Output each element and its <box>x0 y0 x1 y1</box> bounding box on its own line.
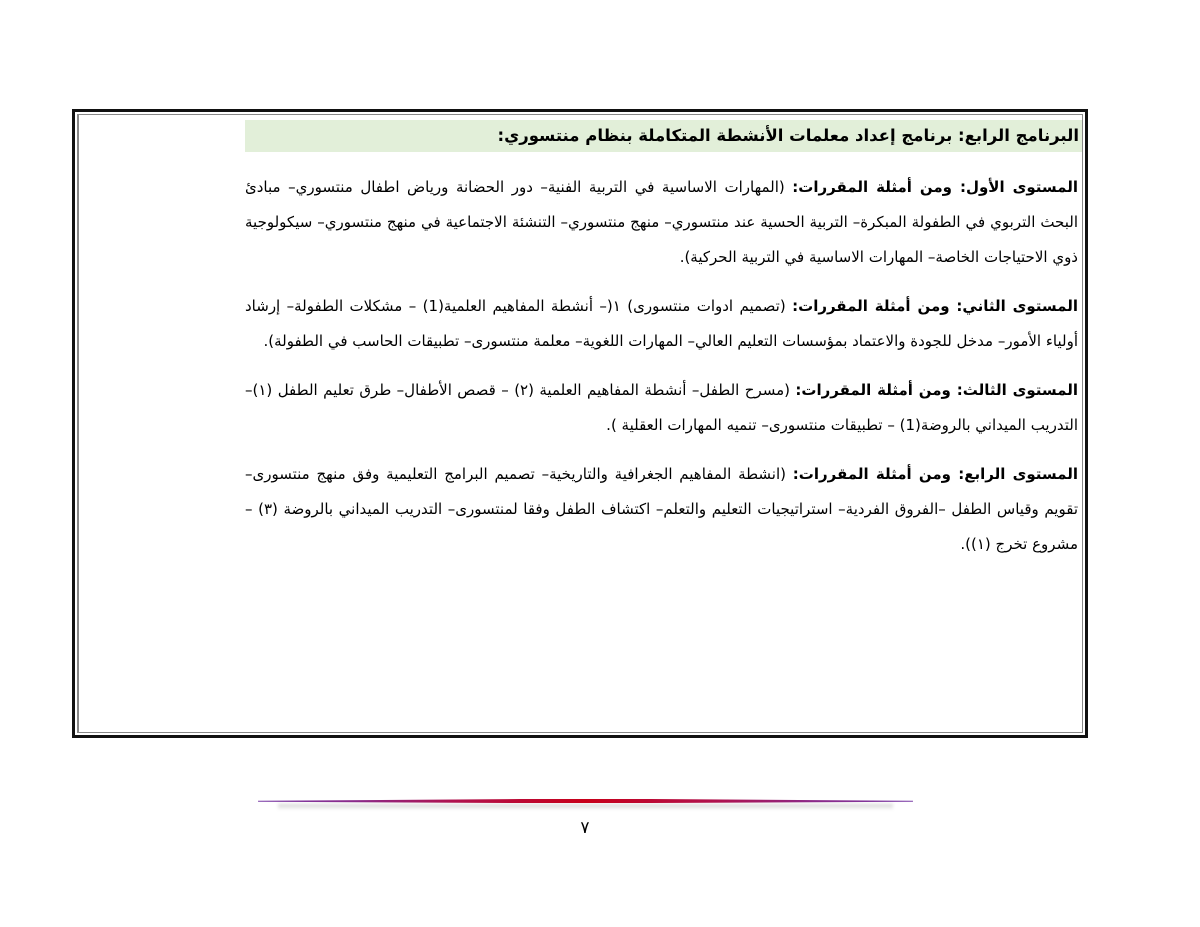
level-1-paragraph <box>241 170 1082 275</box>
program-heading: البرنامج الرابع: برنامج إعداد معلمات الأنشطة المتكاملة بنظام منتسوري: <box>245 120 1082 152</box>
level-3-label: المستوى الثالث: ومن أمثلة المقررات: <box>795 381 1078 399</box>
level-4-paragraph <box>241 457 1082 562</box>
level-1-courses: (المهارات الاساسية في التربية الفنية– دور الحضانة ورياض اطفال منتسوري– مبادئ البحث التربوي في الطفولة المبكرة– التربية الحسية عند منتسوري– منهج منتسوري– التنشئة الاجتماعية في منهج منتسوري– سيكولوجية ذوي الاحتياجات الخاصة– المهارات الاساسية في التربية الحركية). <box>245 178 1078 266</box>
table-row <box>78 115 1082 732</box>
empty-side-cell <box>78 115 241 732</box>
program-content-cell <box>241 115 1082 732</box>
level-4-label: المستوى الرابع: ومن أمثلة المقررات: <box>792 465 1078 483</box>
level-2-label: المستوى الثاني: ومن أمثلة المقررات: <box>792 297 1078 315</box>
level-1-label: المستوى الأول: ومن أمثلة المقررات: <box>792 178 1078 196</box>
footer-rule-bar <box>258 799 913 803</box>
level-3-paragraph <box>241 373 1082 443</box>
course-table <box>72 109 1088 738</box>
footer-decorative-rule <box>258 799 913 805</box>
level-2-courses: (تصميم ادوات منتسورى) ١(– أنشطة المفاهيم العلمية(1) – مشكلات الطفولة– إرشاد أولياء الأمور– مدخل للجودة والاعتماد بمؤسسات التعليم العالي– المهارات اللغوية– معلمة منتسورى– تطبيقات الحاسب في الطفولة). <box>245 297 1078 350</box>
level-2-paragraph <box>241 289 1082 359</box>
page-number: ٧ <box>580 818 590 838</box>
level-4-courses: (انشطة المفاهيم الجغرافية والتاريخية– تصميم البرامج التعليمية وفق منهج منتسورى– تقويم وقياس الطفل –الفروق الفردية– استراتيجيات التعليم والتعلم– اكتشاف الطفل وفقا لمنتسورى– التدريب الميداني بالروضة (٣) –مشروع تخرج (١)). <box>245 465 1078 553</box>
level-3-courses: (مسرح الطفل– أنشطة المفاهيم العلمية (٢) – قصص الأطفال– طرق تعليم الطفل (١)– التدريب الميداني بالروضة(1) – تطبيقات منتسورى– تنميه المهارات العقلية ). <box>245 381 1078 434</box>
footer-rule-shadow <box>278 804 893 810</box>
